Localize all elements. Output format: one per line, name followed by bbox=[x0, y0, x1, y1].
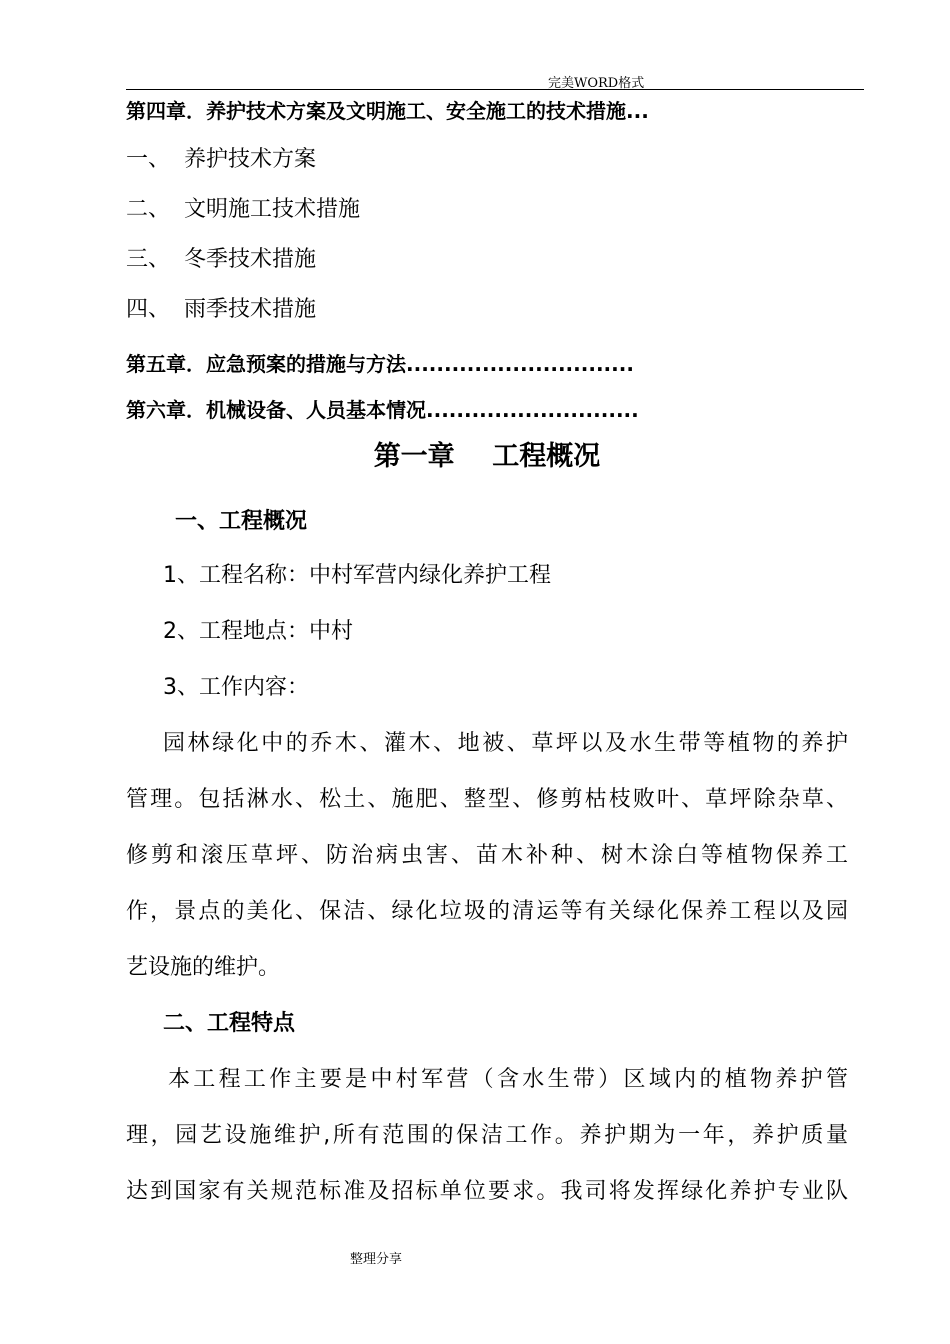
project-name-item: 1、工程名称：中村军营内绿化养护工程 bbox=[163, 563, 551, 588]
paragraph-line: 理，园艺设施维护,所有范围的保洁工作。养护期为一年，养护质量 bbox=[126, 1123, 848, 1148]
paragraph-line: 达到国家有关规范标准及招标单位要求。我司将发挥绿化养护专业队 bbox=[126, 1179, 848, 1204]
toc-item-number: 一、 bbox=[126, 147, 171, 172]
paragraph-line: 修剪和滚压草坪、防治病虫害、苗木补种、树木涂白等植物保养工 bbox=[126, 843, 848, 868]
toc-item-3 bbox=[126, 242, 316, 273]
toc-item-4 bbox=[126, 292, 316, 323]
paragraph-line: 艺设施的维护。 bbox=[126, 955, 281, 980]
toc-item-number: 二、 bbox=[126, 197, 171, 222]
toc-chapter-6: 第六章．机械设备、人员基本情况............................ bbox=[126, 398, 639, 422]
paragraph-line: 本工程工作主要是中村军营（含水生带）区域内的植物养护管 bbox=[168, 1067, 848, 1092]
toc-chapter-5: 第五章．应急预案的措施与方法.............................. bbox=[126, 352, 634, 376]
chapter-title: 第一章 工程概况 bbox=[373, 441, 601, 472]
toc-item-1 bbox=[126, 142, 316, 173]
page-header bbox=[126, 70, 864, 90]
toc-item-number: 四、 bbox=[126, 297, 171, 322]
section-heading-1: 一、工程概况 bbox=[175, 509, 308, 534]
toc-chapter-4: 第四章．养护技术方案及文明施工、安全施工的技术措施... bbox=[126, 99, 649, 123]
header-text: 完美WORD格式 bbox=[548, 76, 645, 91]
toc-item-label: 冬季技术措施 bbox=[184, 247, 317, 272]
project-location-item: 2、工程地点：中村 bbox=[163, 619, 353, 644]
paragraph-line: 园林绿化中的乔木、灌木、地被、草坪以及水生带等植物的养护 bbox=[163, 731, 848, 756]
toc-item-label: 文明施工技术措施 bbox=[184, 197, 361, 222]
toc-item-number: 三、 bbox=[126, 247, 171, 272]
toc-item-label: 雨季技术措施 bbox=[184, 297, 317, 322]
paragraph-line: 作，景点的美化、保洁、绿化垃圾的清运等有关绿化保养工程以及园 bbox=[126, 899, 848, 924]
toc-item-2 bbox=[126, 192, 360, 223]
paragraph-line: 管理。包括淋水、松土、施肥、整型、修剪枯枝败叶、草坪除杂草、 bbox=[126, 787, 848, 812]
page-footer: 整理分享 bbox=[350, 1252, 403, 1267]
section-heading-2: 二、工程特点 bbox=[163, 1011, 296, 1036]
work-content-item: 3、工作内容： bbox=[163, 675, 309, 700]
toc-item-label: 养护技术方案 bbox=[184, 147, 317, 172]
